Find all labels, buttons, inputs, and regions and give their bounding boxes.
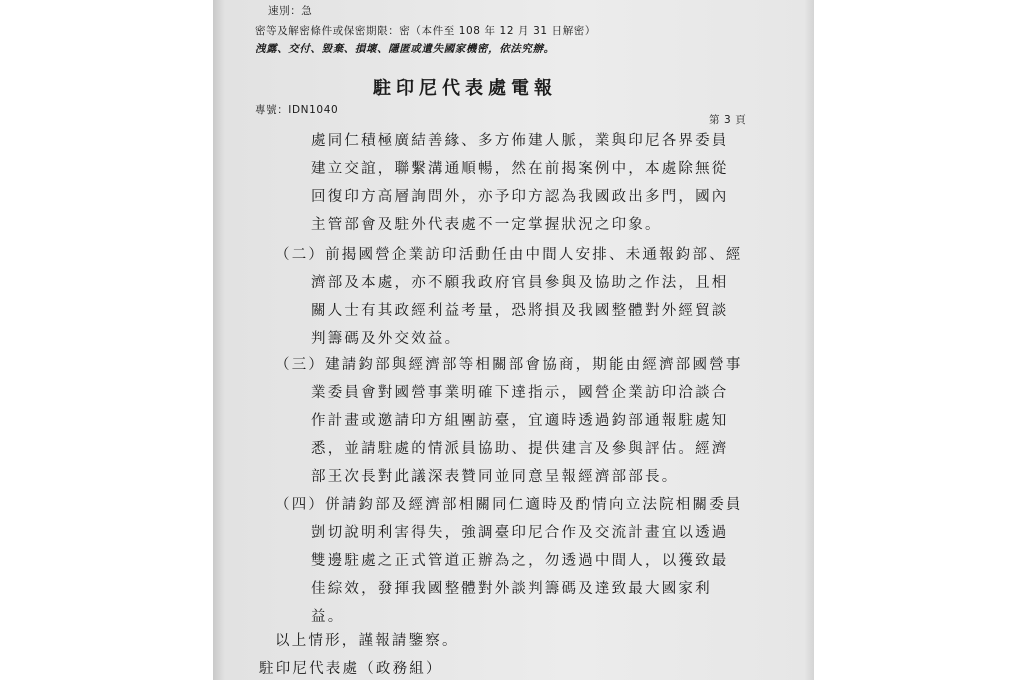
body-line: 回復印方高層詢問外，亦予印方認為我國政出多門，國內	[311, 189, 729, 205]
classification-line: 密等及解密條件或保密期限：密（本件至 108 年 12 月 31 日解密）	[255, 25, 596, 37]
body-line: 建立交誼，聯繫溝通順暢，然在前揭案例中，本處除無從	[311, 161, 729, 177]
page-number: 第 3 頁	[709, 114, 747, 126]
item-2-line: 關人士有其政經利益考量，恐將損及我國整體對外經貿談	[311, 303, 729, 319]
item-4-line: 雙邊駐處之正式管道正辦為之，勿透過中間人，以獲致最	[311, 553, 729, 569]
body-line: 主管部會及駐外代表處不一定掌握狀況之印象。	[311, 217, 662, 233]
document-page	[213, 0, 814, 680]
item-4-line: 佳綜效，發揮我國整體對外談判籌碼及達致最大國家利	[311, 581, 712, 597]
document-title: 駐印尼代表處電報	[373, 78, 557, 99]
item-2-line: 濟部及本處，亦不願我政府官員參與及協助之作法，且相	[311, 275, 729, 291]
closing-line: 以上情形，謹報請鑒察。	[275, 633, 459, 649]
item-3-line: 部王次長對此議深表贊同並同意呈報經濟部部長。	[311, 469, 679, 485]
item-2-line: 判籌碼及外交效益。	[311, 331, 462, 347]
serial-number: 專號：IDN1040	[255, 104, 339, 116]
item-4-line: （四）併請鈞部及經濟部相關同仁適時及酌情向立法院相關委員	[275, 497, 743, 513]
secrecy-warning: 洩露、交付、毀棄、損壞、隱匿或遺失國家機密，依法究辦。	[255, 43, 555, 55]
item-4-line: 剴切說明利害得失，強調臺印尼合作及交流計畫宜以透過	[311, 525, 729, 541]
item-3-line: （三）建請鈞部與經濟部等相關部會協商，期能由經濟部國營事	[275, 357, 743, 373]
item-3-line: 業委員會對國營事業明確下達指示，國營企業訪印洽談合	[311, 385, 729, 401]
body-line: 處同仁積極廣結善緣、多方佈建人脈，業與印尼各界委員	[311, 133, 729, 149]
speed-label: 速別：急	[268, 5, 313, 17]
item-3-line: 作計畫或邀請印方組團訪臺，宜適時透過鈞部通報駐處知	[311, 413, 729, 429]
signature-line: 駐印尼代表處（政務組）	[259, 661, 443, 677]
item-2-line: （二）前揭國營企業訪印活動任由中間人安排、未通報鈞部、經	[275, 247, 743, 263]
item-4-line: 益。	[311, 609, 345, 625]
item-3-line: 悉，並請駐處的情派員協助、提供建言及參與評估。經濟	[311, 441, 729, 457]
